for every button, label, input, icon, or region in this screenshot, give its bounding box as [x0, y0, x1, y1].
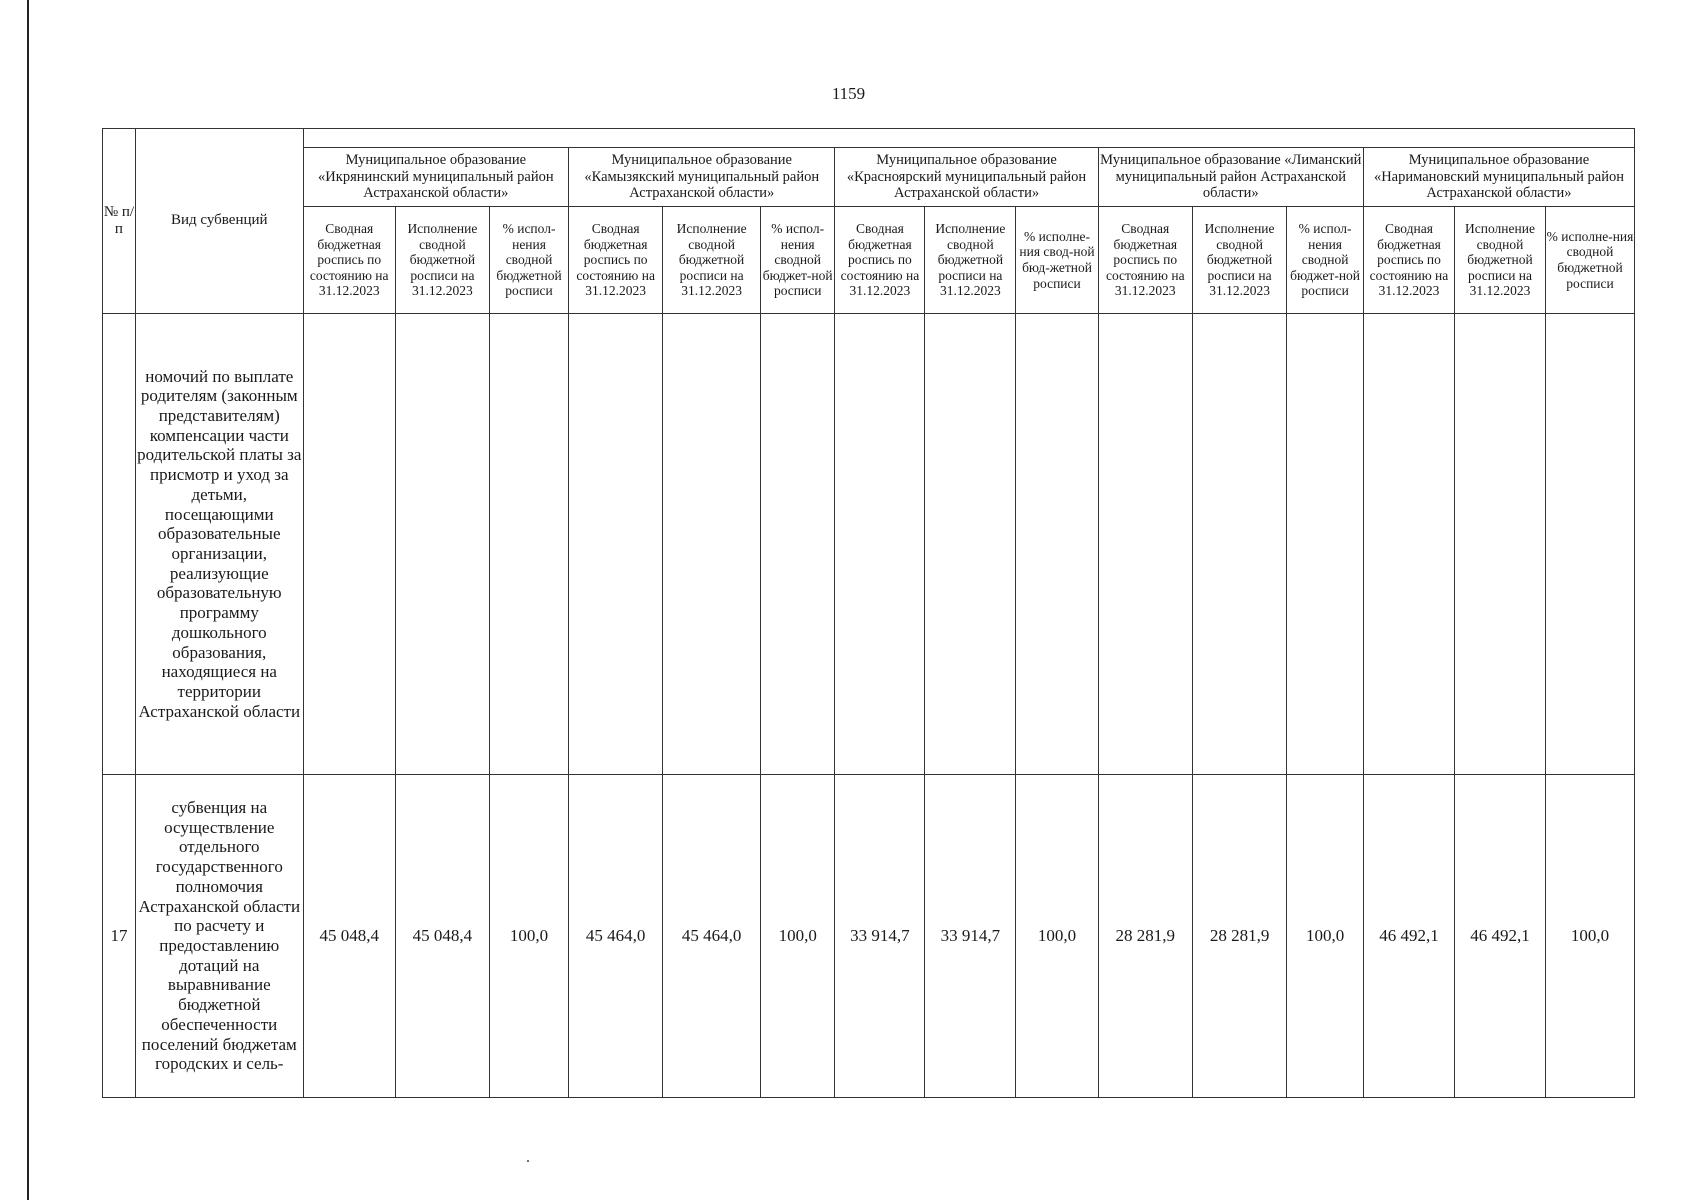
value-cell: [1192, 314, 1286, 775]
value-cell: 100,0: [1546, 775, 1635, 1098]
value-cell: 33 914,7: [835, 775, 925, 1098]
value-cell: [760, 314, 835, 775]
group-header-kamyzyaksky: Муниципальное образование «Камызякский муниципальный район Астраханской области»: [569, 148, 835, 207]
row-number-cell: [103, 314, 136, 775]
group-header-limansky: Муниципальное образование «Лиманский муниципальный район Астраханской области»: [1098, 148, 1363, 207]
column-header-executed: Исполнение сводной бюджетной росписи на 31.12.2023: [1192, 207, 1286, 314]
value-cell: 45 048,4: [303, 775, 395, 1098]
value-cell: [569, 314, 663, 775]
page-binding-line: [27, 0, 29, 1200]
value-cell: [395, 314, 489, 775]
value-cell: [1546, 314, 1635, 775]
column-header-planned: Сводная бюджетная роспись по состоянию на 31.12.2023: [1363, 207, 1454, 314]
row-number-cell: 17: [103, 775, 136, 1098]
value-cell: 100,0: [1287, 775, 1364, 1098]
value-cell: 100,0: [490, 775, 569, 1098]
column-header-planned: Сводная бюджетная роспись по состоянию на 31.12.2023: [569, 207, 663, 314]
column-header-executed: Исполнение сводной бюджетной росписи на 31.12.2023: [395, 207, 489, 314]
subsidy-description-cell: номочий по выплате родителям (законным представителям) компенсации части родительской платы за присмотр и уход за детьми, посещающими образовательные организации, реализующие образовательную программу дошкольного образования, находящиеся на территории Астраханской области: [135, 314, 303, 775]
value-cell: [1363, 314, 1454, 775]
value-cell: [835, 314, 925, 775]
column-header-percent: % испол-нения сводной бюджет-ной росписи: [760, 207, 835, 314]
column-header-executed: Исполнение сводной бюджетной росписи на 31.12.2023: [1454, 207, 1545, 314]
column-header-planned: Сводная бюджетная роспись по состоянию на 31.12.2023: [303, 207, 395, 314]
header-spacer-cell: [303, 129, 1634, 148]
value-cell: [663, 314, 761, 775]
group-header-narimanovsky: Муниципальное образование «Наримановский муниципальный район Астраханской области»: [1363, 148, 1634, 207]
subsidy-type-header: Вид субвенций: [135, 129, 303, 314]
value-cell: [490, 314, 569, 775]
column-header-planned: Сводная бюджетная роспись по состоянию на 31.12.2023: [1098, 207, 1192, 314]
value-cell: [1454, 314, 1545, 775]
value-cell: 45 048,4: [395, 775, 489, 1098]
column-header-percent: % исполне-ния свод-ной бюд-жетной росписи: [1016, 207, 1098, 314]
column-header-percent: % испол-нения сводной бюджет-ной росписи: [1287, 207, 1364, 314]
column-header-percent: % испол-нения сводной бюджетной росписи: [490, 207, 569, 314]
value-cell: [303, 314, 395, 775]
scan-speck: [527, 1160, 529, 1162]
group-header-krasnoyarsky: Муниципальное образование «Красноярский муниципальный район Астраханской области»: [835, 148, 1098, 207]
value-cell: 46 492,1: [1363, 775, 1454, 1098]
value-cell: 28 281,9: [1098, 775, 1192, 1098]
value-cell: 46 492,1: [1454, 775, 1545, 1098]
value-cell: [1016, 314, 1098, 775]
column-header-executed: Исполнение сводной бюджетной росписи на 31.12.2023: [925, 207, 1016, 314]
page-number: 1159: [831, 84, 866, 103]
value-cell: 45 464,0: [663, 775, 761, 1098]
value-cell: [1287, 314, 1364, 775]
value-cell: 100,0: [760, 775, 835, 1098]
value-cell: [925, 314, 1016, 775]
row-number-header: № п/п: [103, 129, 136, 314]
value-cell: 100,0: [1016, 775, 1098, 1098]
column-header-percent: % исполне-ния сводной бюджетной росписи: [1546, 207, 1635, 314]
table-row: [103, 314, 1635, 775]
column-header-executed: Исполнение сводной бюджетной росписи на 31.12.2023: [663, 207, 761, 314]
column-header-planned: Сводная бюджетная роспись по состоянию на 31.12.2023: [835, 207, 925, 314]
value-cell: [1098, 314, 1192, 775]
group-header-ikryaninsky: Муниципальное образование «Икрянинский муниципальный район Астраханской области»: [303, 148, 568, 207]
subsidy-description-cell: субвенция на осуществление отдельного государственного полномочия Астраханской области по расчету и предоставлению дотаций на выравнивание бюджетной обеспеченности поселений бюджетам городских и сель-: [135, 775, 303, 1098]
value-cell: 28 281,9: [1192, 775, 1286, 1098]
value-cell: 45 464,0: [569, 775, 663, 1098]
subsidy-execution-table: [102, 128, 1635, 1098]
value-cell: 33 914,7: [925, 775, 1016, 1098]
table-row: [103, 775, 1635, 1098]
